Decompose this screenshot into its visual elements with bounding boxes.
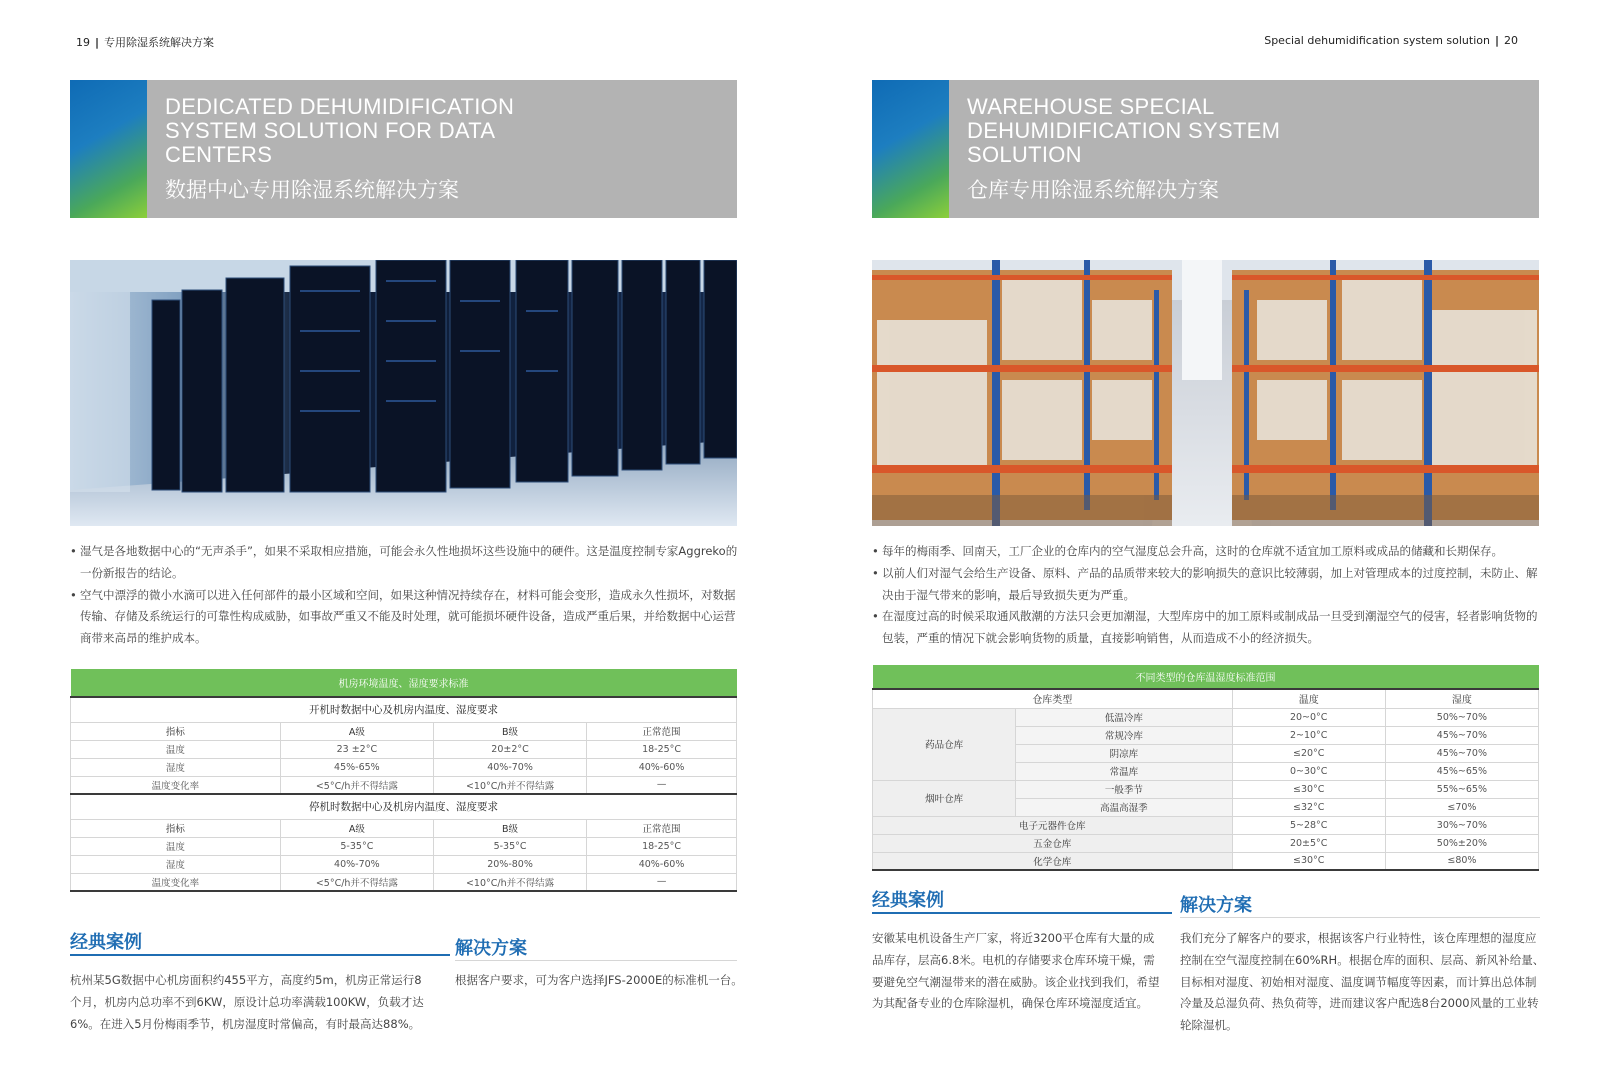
- table-row: [71, 873, 737, 891]
- case-title-underline: [70, 954, 450, 956]
- right-case-title: 经典案例: [872, 890, 944, 911]
- table-cell: 20~0°C: [1232, 708, 1385, 726]
- banner-title-en: WAREHOUSE SPECIAL DEHUMIDIFICATION SYSTEM SOLUTION: [967, 94, 1281, 167]
- table-subtitle: 开机时数据中心及机房内温度、湿度要求: [71, 697, 737, 722]
- right-solution-title: 解决方案: [1180, 895, 1252, 916]
- table-cell: 温度: [71, 837, 281, 855]
- table-cell: 高温高湿季: [1016, 798, 1232, 816]
- solution-title-underline: [1180, 917, 1540, 918]
- warehouse-standards-table: [872, 665, 1539, 871]
- column-header: 指标: [71, 819, 281, 837]
- solution-title-underline: [455, 960, 737, 961]
- left-page-number: 19 | 专用除湿系统解决方案: [76, 36, 215, 49]
- left-title-banner: [70, 80, 737, 218]
- right-page-number: Special dehumidification system solution | 20: [1264, 34, 1518, 47]
- table-cell: 45%~70%: [1385, 744, 1538, 762]
- table-row: [71, 776, 737, 794]
- column-header: A级: [280, 819, 433, 837]
- table-cell: ≤70%: [1385, 798, 1538, 816]
- group-label: 烟叶仓库: [873, 780, 1016, 816]
- table-cell: 45%~70%: [1385, 726, 1538, 744]
- table-cell: 45%~65%: [1385, 762, 1538, 780]
- banner-title-cn: 数据中心专用除湿系统解决方案: [165, 178, 459, 202]
- table-cell: <5°C/h并不得结露: [280, 873, 433, 891]
- table-title: 机房环境温度、湿度要求标准: [71, 669, 737, 697]
- table-cell: 2~10°C: [1232, 726, 1385, 744]
- column-header: 湿度: [1385, 689, 1538, 708]
- table-row: [873, 708, 1539, 726]
- table-cell: ≤80%: [1385, 852, 1538, 870]
- table-cell: <10°C/h并不得结露: [433, 776, 586, 794]
- table-header-row: [873, 689, 1539, 708]
- right-solution-text: 我们充分了解客户的要求，根据该客户行业特性，该仓库理想的湿度应控制在空气湿度控制在60%RH。根据仓库的面积、层高、新风补给量、目标相对湿度、初始相对湿度、温度调节幅度等因素，而计算出总体制冷量及总湿负荷、热负荷等，进而建议客户配选8台2000风量的工业转轮除湿机。: [1180, 931, 1545, 1033]
- table-cell: 40%-70%: [433, 758, 586, 776]
- banner-title-en: DEDICATED DEHUMIDIFICATION SYSTEM SOLUTION FOR DATA CENTERS: [165, 94, 515, 167]
- table-cell: —: [587, 873, 737, 891]
- table-cell: 5-35°C: [433, 837, 586, 855]
- server-room-standards-table: [70, 669, 737, 892]
- warehouse-photo: [872, 260, 1539, 526]
- column-header: 温度: [1232, 689, 1385, 708]
- table-header-row: [71, 722, 737, 740]
- table-row: [873, 852, 1539, 870]
- left-bullet-list: [70, 541, 740, 650]
- table-cell: 50%~70%: [1385, 708, 1538, 726]
- bullet-item: • 每年的梅雨季、回南天，工厂企业的仓库内的空气湿度总会升高，这时的仓库就不适宜加工原料或成品的储藏和长期保存。: [872, 541, 1544, 563]
- table-cell: 40%-60%: [587, 758, 737, 776]
- bullet-item: • 空气中漂浮的微小水滴可以进入任何部件的最小区域和空间，如果这种情况持续存在，材料可能会变形，造成永久性损坏，对数据传输、存储及系统运行的可靠性构成威胁，如事故严重又不能及时处理，就可能损坏硬件设备，造成严重后果，并给数据中心运营商带来高昂的维护成本。: [70, 585, 740, 650]
- table-cell: 18-25°C: [587, 740, 737, 758]
- table-cell: 40%-60%: [587, 855, 737, 873]
- table-row: [71, 758, 737, 776]
- column-header: 仓库类型: [873, 689, 1233, 708]
- table-cell: <5°C/h并不得结露: [280, 776, 433, 794]
- table-cell: 电子元器件仓库: [873, 816, 1233, 834]
- left-case-title: 经典案例: [70, 932, 142, 953]
- left-solution-title: 解决方案: [455, 938, 527, 959]
- table-cell: 温度变化率: [71, 873, 281, 891]
- banner-title-cn: 仓库专用除湿系统解决方案: [967, 178, 1219, 202]
- table-cell: 温度: [71, 740, 281, 758]
- table-row: [71, 740, 737, 758]
- table-cell: —: [587, 776, 737, 794]
- table-cell: 20%-80%: [433, 855, 586, 873]
- right-page: [800, 0, 1600, 1085]
- table-cell: 阴凉库: [1016, 744, 1232, 762]
- page-number: 20: [1504, 34, 1518, 47]
- page-number: 19: [76, 36, 90, 49]
- table-cell: 五金仓库: [873, 834, 1233, 852]
- table-cell: ≤30°C: [1232, 780, 1385, 798]
- table-cell: 30%~70%: [1385, 816, 1538, 834]
- bullet-item: • 在湿度过高的时候采取通风散潮的方法只会更加潮湿，大型库房中的加工原料或制成品一旦受到潮湿空气的侵害，轻者影响货物的包装，严重的情况下就会影响货物的质量，直接影响销售，从而造成不小的经济损失。: [872, 606, 1544, 650]
- table-subtitle: 停机时数据中心及机房内温度、湿度要求: [71, 794, 737, 819]
- running-title: Special dehumidification system solution: [1264, 34, 1490, 47]
- table-row: [71, 837, 737, 855]
- table-row: [71, 855, 737, 873]
- table-header-row: [71, 819, 737, 837]
- table-cell: 20±5°C: [1232, 834, 1385, 852]
- table-cell: 0~30°C: [1232, 762, 1385, 780]
- right-bullet-list: [872, 541, 1544, 650]
- table-cell: 20±2°C: [433, 740, 586, 758]
- right-title-banner: [872, 80, 1539, 218]
- case-title-underline: [872, 912, 1172, 914]
- running-title: 专用除湿系统解决方案: [104, 36, 215, 49]
- column-header: B级: [433, 722, 586, 740]
- table-cell: ≤20°C: [1232, 744, 1385, 762]
- left-case-text: 杭州某5G数据中心机房面积约455平方，高度约5m，机房正常运行8个月，机房内总功率不到6KW，原设计总功率满载100KW，负载才达6%。在进入5月份梅雨季节，机房湿度时常偏高，有时最高达88%。: [70, 973, 424, 1031]
- gradient-swatch: [70, 80, 147, 218]
- table-cell: 湿度: [71, 758, 281, 776]
- bullet-item: • 湿气是各地数据中心的“无声杀手”，如果不采取相应措施，可能会永久性地损坏这些设施中的硬件。这是温度控制专家Aggreko的一份新报告的结论。: [70, 541, 740, 585]
- table-cell: 常温库: [1016, 762, 1232, 780]
- table-cell: 23 ±2°C: [280, 740, 433, 758]
- table-row: [873, 816, 1539, 834]
- column-header: B级: [433, 819, 586, 837]
- table-row: [873, 834, 1539, 852]
- table-cell: 18-25°C: [587, 837, 737, 855]
- table-row: [873, 780, 1539, 798]
- right-case-text: 安徽某电机设备生产厂家，将近3200平仓库有大量的成品库存，层高6.8米。电机的存储要求仓库环境干燥，需要避免空气潮湿带来的潜在威胁。该企业找到我们，希望为其配备专业的仓库除湿机，确保仓库环境湿度适宜。: [872, 931, 1160, 1011]
- table-cell: 40%-70%: [280, 855, 433, 873]
- table-cell: 50%±20%: [1385, 834, 1538, 852]
- table-cell: 5~28°C: [1232, 816, 1385, 834]
- table-cell: 45%-65%: [280, 758, 433, 776]
- data-center-photo: [70, 260, 737, 526]
- table-cell: 常规冷库: [1016, 726, 1232, 744]
- table-cell: 一般季节: [1016, 780, 1232, 798]
- table-cell: 温度变化率: [71, 776, 281, 794]
- table-title: 不同类型的仓库温湿度标准范围: [873, 665, 1539, 689]
- column-header: A级: [280, 722, 433, 740]
- table-cell: ≤32°C: [1232, 798, 1385, 816]
- table-cell: ≤30°C: [1232, 852, 1385, 870]
- column-header: 正常范围: [587, 722, 737, 740]
- table-cell: 湿度: [71, 855, 281, 873]
- table-cell: <10°C/h并不得结露: [433, 873, 586, 891]
- table-cell: 化学仓库: [873, 852, 1233, 870]
- gradient-swatch: [872, 80, 949, 218]
- group-label: 药品仓库: [873, 708, 1016, 780]
- column-header: 指标: [71, 722, 281, 740]
- table-cell: 5-35°C: [280, 837, 433, 855]
- bullet-item: • 以前人们对湿气会给生产设备、原料、产品的品质带来较大的影响损失的意识比较薄弱，加上对管理成本的过度控制，未防止、解决由于湿气带来的影响，最后导致损失更为严重。: [872, 563, 1544, 607]
- table-cell: 55%~65%: [1385, 780, 1538, 798]
- column-header: 正常范围: [587, 819, 737, 837]
- table-cell: 低温冷库: [1016, 708, 1232, 726]
- left-solution-text: 根据客户要求，可为客户选择JFS-2000E的标准机一台。: [455, 973, 743, 987]
